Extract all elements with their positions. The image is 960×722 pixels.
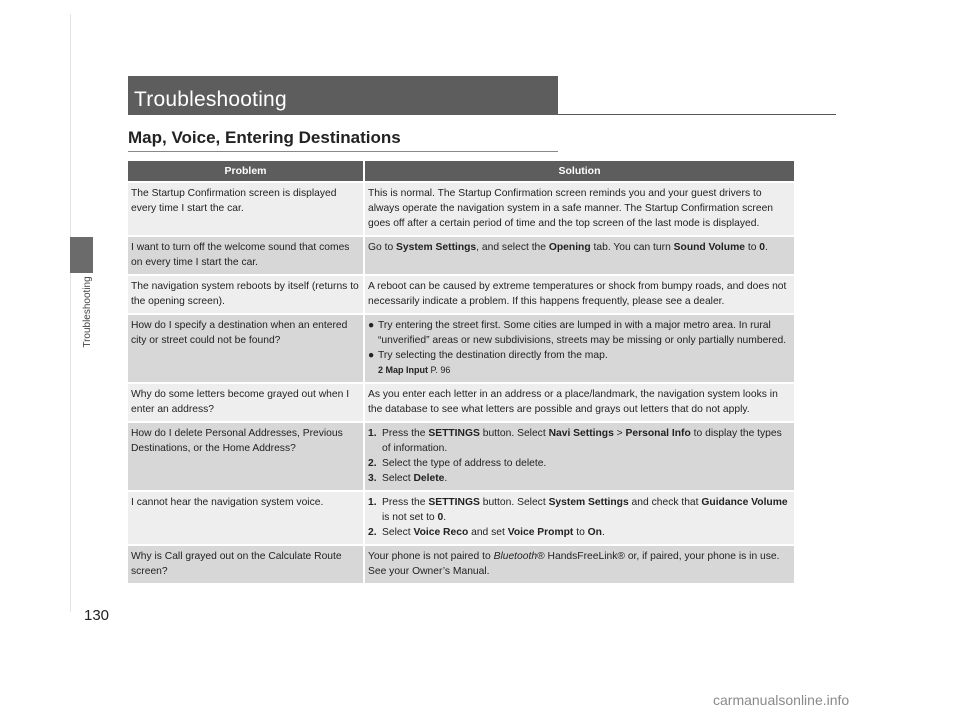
problem-cell: How do I delete Personal Addresses, Previous Destinations, or the Home Address? <box>128 421 365 490</box>
watermark: carmanualsonline.info <box>713 692 850 708</box>
problem-cell: I want to turn off the welcome sound that comes on every time I start the car. <box>128 235 365 274</box>
troubleshooting-table <box>128 161 794 583</box>
table-row <box>128 421 794 490</box>
bullet-icon: ● <box>368 320 375 331</box>
solution-cell: Go to System Settings, and select the Opening tab. You can turn Sound Volume to 0. <box>365 235 794 274</box>
problem-cell: Why do some letters become grayed out when I enter an address? <box>128 382 365 421</box>
problem-column-header: Problem <box>128 161 365 181</box>
list-item: ● Try selecting the destination directly from the map. <box>368 350 608 361</box>
problem-cell: The Startup Confirmation screen is displayed every time I start the car. <box>128 181 365 235</box>
solution-cell <box>365 421 794 490</box>
solution-cell <box>365 313 794 382</box>
page-number: 130 <box>84 607 110 624</box>
solution-column-header: Solution <box>365 161 794 181</box>
page-title: Troubleshooting <box>134 88 287 111</box>
section-rule <box>128 151 558 152</box>
solution-steps <box>368 495 791 540</box>
list-item: 3. Select Delete. <box>368 473 448 484</box>
solution-cell: As you enter each letter in an address or a place/landmark, the navigation system looks in the database to see what letters are possible and grays out letters that do not apply. <box>365 382 794 421</box>
chapter-tab <box>70 237 93 273</box>
bullet-icon: ● <box>368 350 375 361</box>
problem-cell: The navigation system reboots by itself (returns to the opening screen). <box>128 274 365 313</box>
table-row <box>128 490 794 544</box>
table-row <box>128 313 794 382</box>
side-margin-rule <box>70 14 71 612</box>
table-header-row <box>128 161 794 181</box>
section-title: Map, Voice, Entering Destinations <box>128 128 401 147</box>
solution-cell: A reboot can be caused by extreme temperatures or shock from bumpy roads, and does not necessarily indicate a problem. If this happens frequently, please see a dealer. <box>365 274 794 313</box>
table-row <box>128 544 794 583</box>
table-row <box>128 274 794 313</box>
cross-reference-link[interactable]: 2 Map Input P. 96 <box>378 365 451 375</box>
list-item: 1. Press the SETTINGS button. Select Navi Settings > Personal Info to display the types of information. <box>368 428 782 454</box>
problem-cell: How do I specify a destination when an entered city or street could not be found? <box>128 313 365 382</box>
solution-cell: This is normal. The Startup Confirmation screen reminds you and your guest drivers to always operate the navigation system in a safe manner. The Startup Confirmation screen goes off after a certain period of time and the top screen of the last mode is displayed. <box>365 181 794 235</box>
list-item: ● Try entering the street first. Some cities are lumped in with a major metro area. In rural “unverified” areas or new subdivisions, streets may be missing or only partially numbered. <box>368 320 787 346</box>
table-row <box>128 382 794 421</box>
solution-cell <box>365 490 794 544</box>
problem-cell: I cannot hear the navigation system voice. <box>128 490 365 544</box>
solution-bullet-list <box>368 318 791 363</box>
table-row <box>128 235 794 274</box>
solution-cell: Your phone is not paired to Bluetooth® HandsFreeLink® or, if paired, your phone is in use. See your Owner’s Manual. <box>365 544 794 583</box>
title-rule <box>558 114 836 115</box>
list-item: 2. Select Voice Reco and set Voice Prompt to On. <box>368 527 605 538</box>
problem-cell: Why is Call grayed out on the Calculate Route screen? <box>128 544 365 583</box>
solution-steps <box>368 426 791 486</box>
list-item: 1. Press the SETTINGS button. Select System Settings and check that Guidance Volume is not set to 0. <box>368 497 788 523</box>
side-chapter-label: Troubleshooting <box>82 276 93 348</box>
table-row <box>128 181 794 235</box>
double-arrow-icon: 2 <box>378 365 384 375</box>
list-item: 2. Select the type of address to delete. <box>368 458 547 469</box>
